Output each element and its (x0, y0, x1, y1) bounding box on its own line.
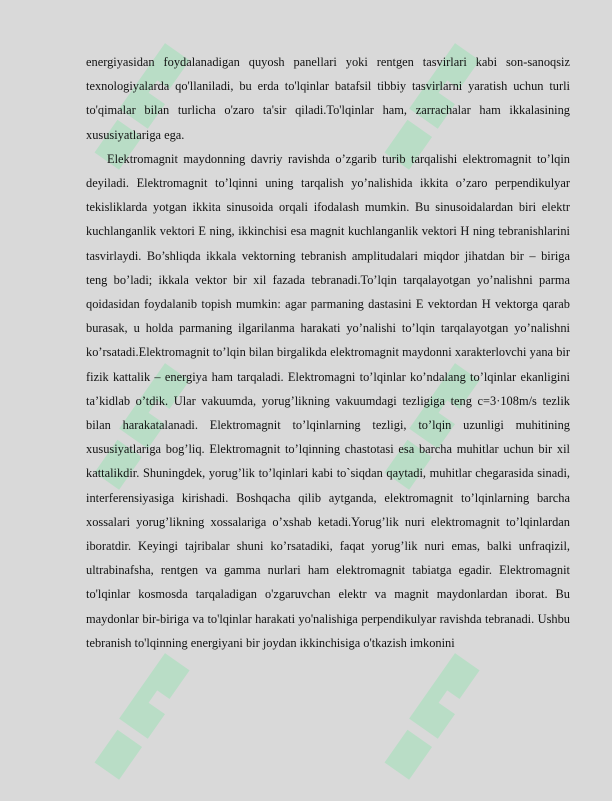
paragraph: energiyasidan foydalanadigan quyosh panellari yoki rentgen tasvirlari kabi son-sanoqsiz texnologiyalarda qo'llaniladi, bu erda to'lqinlar batafsil tibbiy tasvirlarni yaratish uchun turli to'qimalar bilan turlicha o'zaro ta'sir qiladi.To'lqinlar ham, zarrachalar ham ikkalasining xususiyatlariga ega. (86, 55, 570, 142)
document-body (86, 50, 570, 655)
paragraph: Elektromagnit maydonning davriy ravishda o’zgarib turib tarqalishi elektromagnit to’lqin deyiladi. Elektromagnit to’lqinni uning tarqalish yo’nalishida ikkita o’zaro perpendikulyar tekisliklarda yotgan ikkita sinusoida orqali ifodalash mumkin. Bu sinusoidalardan biri elektr kuchlanganlik vektori E ning, ikkinchisi esa magnit kuchlanganlik vektori H ning tebranishlarini tasvirlaydi. Bo’shliqda ikkala vektorning tebranish amplitudalari miqdor jihatdan bir – biriga teng bo’ladi; ikkala vektor bir xil fazada tebranadi.To’lqin tarqalayotgan yo’nalishni parma qoidasidan foydalanib topish mumkin: agar parmaning dastasini E vektordan H vektorga qarab burasak, u holda parmaning ilgarilanma harakati yo’nalishi to’lqin tarqalayotgan yo’nalishni ko’rsatadi.Elektromagnit to’lqin bilan birgalikda elektromagnit maydonni xarakterlovchi yana bir fizik kattalik – energiya ham tarqaladi. Elektromagni to’lqinlar ko’ndalang to’lqinlar ekanligini ta’kidlab o’tdik. Ular vakuumda, yorug’likning vakuumdagi tezligiga teng c=3·108m/s tezlik bilan harakatalanadi. Elektromagnit to’lqinlarning tezligi, to’lqin uzunligi muhitining xususiyatlariga bog’liq. Elektromagnit to’lqinning chastotasi esa barcha muhitlar uchun bir xil kattalikdir. Shuningdek, yorug’lik to’lqinlari kabi to`siqdan qaytadi, muhitlar chegarasida sinadi, interferensiyasiga kirishadi. Boshqacha qilib aytganda, elektromagnit to’lqinlarning barcha xossalari yorug’likning xossalariga o’xshab ketadi.Yorug’lik nuri elektromagnit to’lqinlardan iboratdir. Keyingi tajribalar shuni ko’rsatadiki, faqat yorug’lik nuri emas, balki unfraqizil, ultrabinafsha, rentgen va gamma nurlari ham elektromagnit tabiatga egadir. Elektromagnit to'lqinlar kosmosda tarqaladigan o'zgaruvchan elektr va magnit maydonlardan iborat. Bu maydonlar bir-biriga va to'lqinlar harakati yo'nalishiga perpendikulyar ravishda tebranadi. Ushbu tebranish to'lqinning energiyani bir joydan ikkinchisiga o'tkazish imkonini (86, 151, 570, 650)
watermark-logo-icon (358, 633, 501, 796)
watermark-logo-icon (68, 633, 211, 796)
